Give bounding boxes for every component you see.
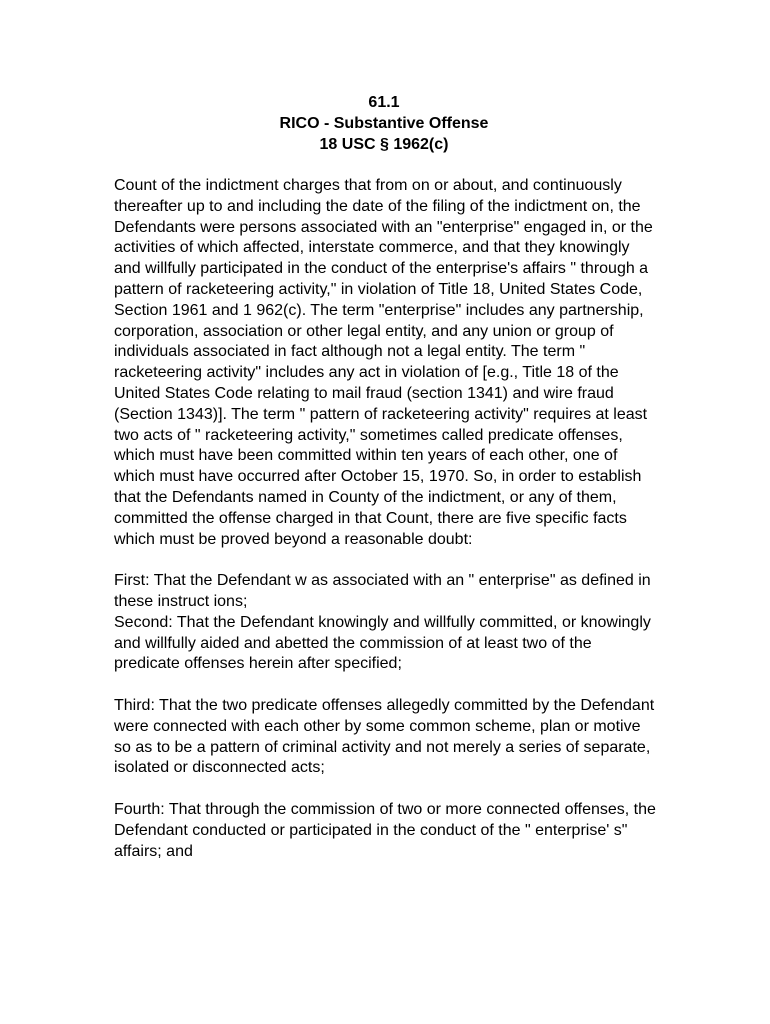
element-second: Second: That the Defendant knowingly and willfully committed, or knowingly and willfully aided and abetted the commission of at least two of the predicate offenses herein after specified; <box>114 613 651 673</box>
element-third: Third: That the two predicate offenses allegedly committed by the Defendant were connected with each other by some common scheme, plan or motive so as to be a pattern of criminal activity and not merely a series of separate, isolated or disconnected acts; <box>114 696 655 777</box>
document-page <box>114 92 659 862</box>
intro-paragraph: Count of the indictment charges that from on or about, and continuously thereafter up to and including the date of the filing of the indictment on, the Defendants were persons associated with an "enterprise" engaged in, or the activities of which affected, interstate commerce, and that they knowingly and willfully participated in the conduct of the enterprise's affairs " through a pattern of racketeering activity," in violation of Title 18, United States Code, Section 1961 and 1 962(c). The term "enterprise" includes any partnership, corporation, association or other legal entity, and any union or group of individuals associated in fact although not a legal entity. The term " racketeering activity" includes any act in violation of [e.g., Title 18 of the United States Code relating to mail fraud (section 1341) and wire fraud (Section 1343)]. The term " pattern of racketeering activity" requires at least two acts of " racketeering activity," sometimes called predicate offenses, which must have been committed within ten years of each other, one of which must have occurred after October 15, 1970. So, in order to establish that the Defendants named in County of the indictment, or any of them, committed the offense charged in that Count, there are five specific facts which must be proved beyond a reasonable doubt: <box>114 177 653 548</box>
document-title: RICO - Substantive Offense <box>279 115 489 132</box>
statute-citation: 18 USC § 1962(c) <box>319 136 449 153</box>
element-first: First: That the Defendant w as associated with an " enterprise" as defined in these instruct ions; <box>114 572 651 610</box>
document-number: 61.1 <box>368 94 400 111</box>
element-fourth: Fourth: That through the commission of two or more connected offenses, the Defendant conducted or participated in the conduct of the " enterprise' s" affairs; and <box>114 800 656 860</box>
